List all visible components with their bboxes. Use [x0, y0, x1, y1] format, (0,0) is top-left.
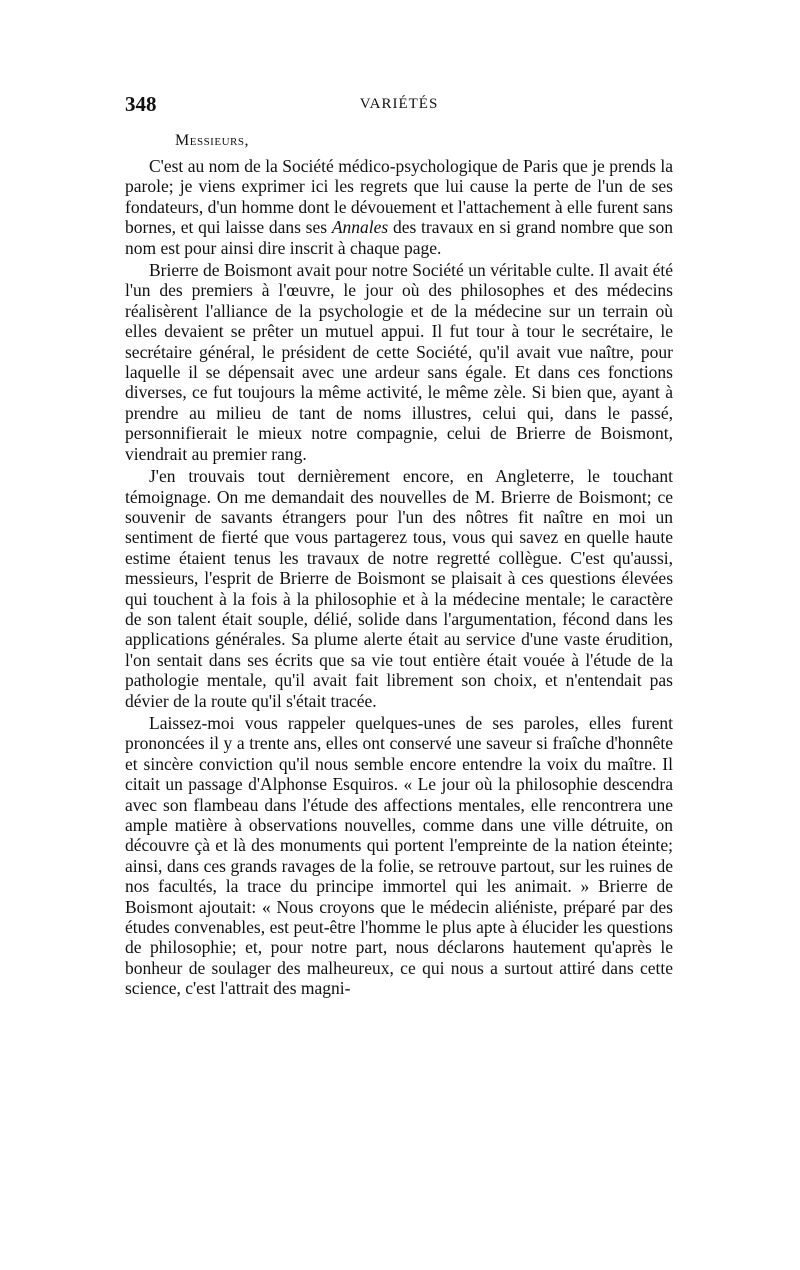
running-head: VARIÉTÉS: [359, 96, 439, 112]
paragraph-text: des travaux en si grand nombre que son nom est pour ainsi dire inscrit à chaque page.: [125, 217, 673, 258]
paragraph: [125, 156, 673, 258]
journal-title: Annales: [331, 217, 389, 238]
paragraph: Brierre de Boismont avait pour notre Société un véritable culte. Il avait été l'un des premiers à l'œuvre, le jour où des philosophes et des médecins réalisèrent l'alliance de la psychologie et de la médecine sur un terrain où elles devaient se prêter un mutuel appui. Il fut tour à tour le secrétaire, le secrétaire général, le président de cette Société, qu'il avait vue naître, pour laquelle il se dépensait avec une ardeur sans égale. Et dans ces fonctions diverses, ce fut toujours la même activité, le même zèle. Si bien que, ayant à prendre au milieu de tant de noms illustres, celui qui, dans le passé, personnifierait le mieux notre compagnie, celui de Brierre de Boismont, viendrait au premier rang.: [125, 260, 673, 464]
paragraph-text: C'est au nom de la Société médico-psychologique de Paris que je prends la parole; je viens exprimer ici les regrets que lui cause la perte de l'un de ses fondateurs, d'un homme dont le dévouement et l'attachement à elle furent sans bornes, et qui laisse dans ses: [125, 156, 673, 238]
salutation: Messieurs,: [175, 132, 249, 149]
paragraph: J'en trouvais tout dernièrement encore, en Angleterre, le touchant témoignage. On me demandait des nouvelles de M. Brierre de Boismont; ce souvenir de savants étrangers pour l'un des nôtres fit naître en moi un sentiment de fierté que vous partagerez tous, vous qui savez en quelle haute estime étaient tenus les travaux de notre regretté collègue. C'est qu'aussi, messieurs, l'esprit de Brierre de Boismont se plaisait à ces questions élevées qui touchent à la fois à la philosophie et à la médecine mentale; le caractère de son talent était souple, délié, solide dans l'argumentation, fécond dans les applications générales. Sa plume alerte était au service d'une vaste érudition, l'on sentait dans ses écrits que sa vie tout entière était vouée à l'étude de la pathologie mentale, qu'il avait fait librement son choix, et n'entendait pas dévier de la route qu'il s'était tracée.: [125, 466, 673, 711]
page-header: [125, 92, 673, 122]
book-page: [125, 92, 673, 999]
page-number: 348: [125, 92, 157, 116]
paragraph: Laissez-moi vous rappeler quelques-unes de ses paroles, elles furent prononcées il y a trente ans, elles ont conservé une saveur si fraîche d'honnête et sincère conviction qu'il nous semble encore entendre la voix du maître. Il citait un passage d'Alphonse Esquiros. « Le jour où la philosophie descendra avec son flambeau dans l'étude des affections mentales, elle rencontrera une ample matière à observations nouvelles, comme dans une ville détruite, on découvre çà et là des monuments qui portent l'empreinte de la nation éteinte; ainsi, dans ces grands ravages de la folie, se retrouve partout, sur les ruines de nos facultés, la trace du principe immortel qui les animait. » Brierre de Boismont ajoutait: « Nous croyons que le médecin aliéniste, préparé par des études convenables, est peut-être l'homme le plus apte à élucider les questions de philosophie; et, pour notre part, nous déclarons hautement qu'après le bonheur de soulager des malheureux, ce qui nous a surtout attiré dans cette science, c'est l'attrait des magni-: [125, 712, 673, 999]
